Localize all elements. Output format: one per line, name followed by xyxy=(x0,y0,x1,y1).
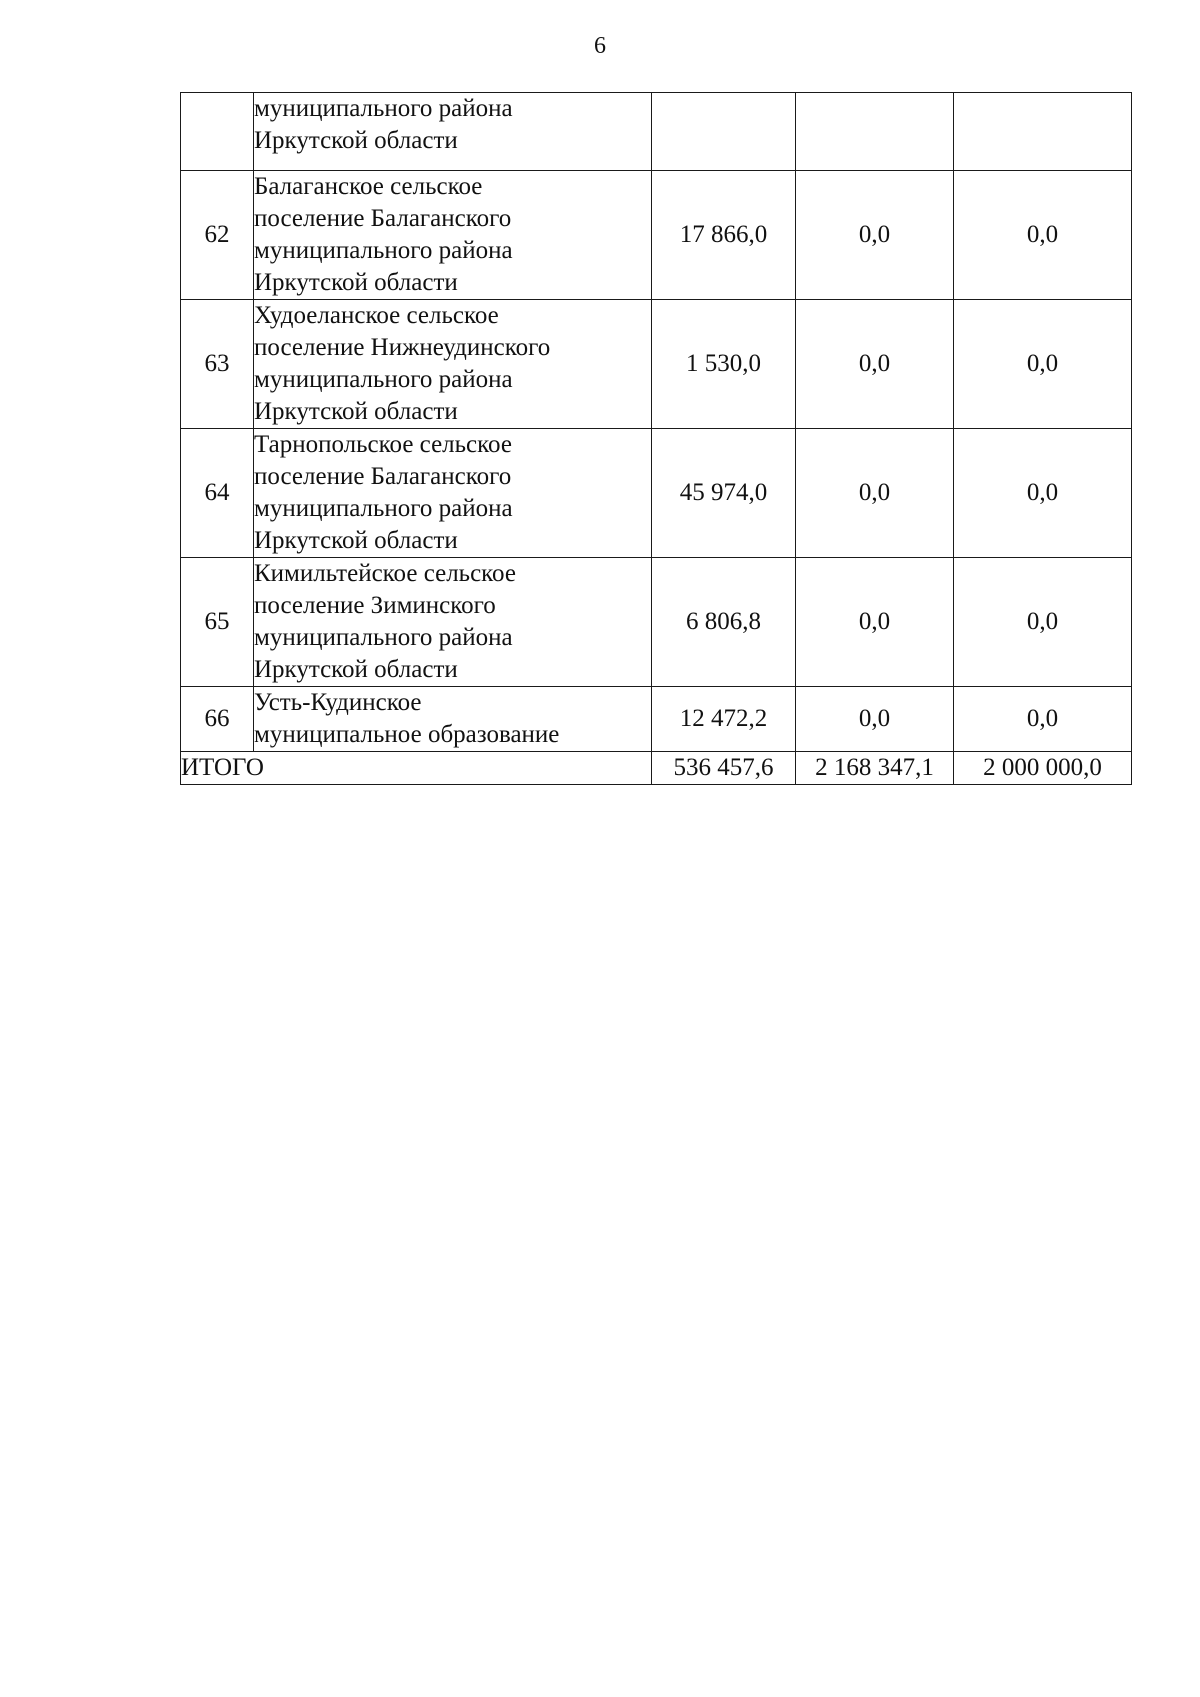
total-value-1: 536 457,6 xyxy=(652,752,796,785)
name-line: Худоеланское сельское xyxy=(254,302,499,329)
name-line: Иркутской области xyxy=(254,398,458,425)
name-line: поселение Балаганского xyxy=(254,205,512,232)
value-cell xyxy=(954,93,1132,171)
total-value-3: 2 000 000,0 xyxy=(954,752,1132,785)
table-row xyxy=(181,429,1132,558)
name-line: Иркутской области xyxy=(254,269,458,296)
value-3: 0,0 xyxy=(954,558,1132,687)
row-name-cell xyxy=(254,171,652,300)
total-value-2: 2 168 347,1 xyxy=(796,752,954,785)
table-row xyxy=(181,558,1132,687)
budget-table xyxy=(180,92,1132,785)
row-number: 62 xyxy=(181,171,254,300)
name-line: Усть-Кудинское xyxy=(254,689,422,716)
value-1: 12 472,2 xyxy=(652,687,796,752)
value-1: 17 866,0 xyxy=(652,171,796,300)
name-line: муниципальное образование xyxy=(254,721,560,748)
name-line: Тарнопольское сельское xyxy=(254,431,512,458)
name-line: Кимильтейское сельское xyxy=(254,560,516,587)
value-2: 0,0 xyxy=(796,300,954,429)
total-label: ИТОГО xyxy=(181,752,652,785)
name-line: муниципального района xyxy=(254,624,513,651)
table-row-continuation xyxy=(181,93,1132,171)
value-cell xyxy=(796,93,954,171)
name-line: муниципального района xyxy=(254,237,513,264)
name-line: поселение Зиминского xyxy=(254,592,496,619)
value-1: 45 974,0 xyxy=(652,429,796,558)
value-cell xyxy=(652,93,796,171)
name-line: поселение Балаганского xyxy=(254,463,512,490)
value-2: 0,0 xyxy=(796,171,954,300)
page-number: 6 xyxy=(594,33,606,59)
value-3: 0,0 xyxy=(954,429,1132,558)
row-name-cell xyxy=(254,558,652,687)
table-row xyxy=(181,687,1132,752)
name-line: Иркутской области xyxy=(254,527,458,554)
row-name-cell xyxy=(254,429,652,558)
value-2: 0,0 xyxy=(796,429,954,558)
row-number: 63 xyxy=(181,300,254,429)
name-line: поселение Нижнеудинского xyxy=(254,334,551,361)
value-3: 0,0 xyxy=(954,687,1132,752)
row-name-cell xyxy=(254,93,652,171)
name-line: Иркутской области xyxy=(254,127,458,154)
value-2: 0,0 xyxy=(796,687,954,752)
row-number: 65 xyxy=(181,558,254,687)
name-line: Иркутской области xyxy=(254,656,458,683)
value-1: 6 806,8 xyxy=(652,558,796,687)
name-line: муниципального района xyxy=(254,366,513,393)
name-line: Балаганское сельское xyxy=(254,173,483,200)
name-line: муниципального района xyxy=(254,495,513,522)
table-row xyxy=(181,171,1132,300)
row-name-cell xyxy=(254,687,652,752)
name-line: муниципального района xyxy=(254,95,513,122)
total-row xyxy=(181,752,1132,785)
value-3: 0,0 xyxy=(954,171,1132,300)
value-1: 1 530,0 xyxy=(652,300,796,429)
row-number: 66 xyxy=(181,687,254,752)
row-number: 64 xyxy=(181,429,254,558)
table-row xyxy=(181,300,1132,429)
row-number-cell xyxy=(181,93,254,171)
value-2: 0,0 xyxy=(796,558,954,687)
row-name-cell xyxy=(254,300,652,429)
value-3: 0,0 xyxy=(954,300,1132,429)
